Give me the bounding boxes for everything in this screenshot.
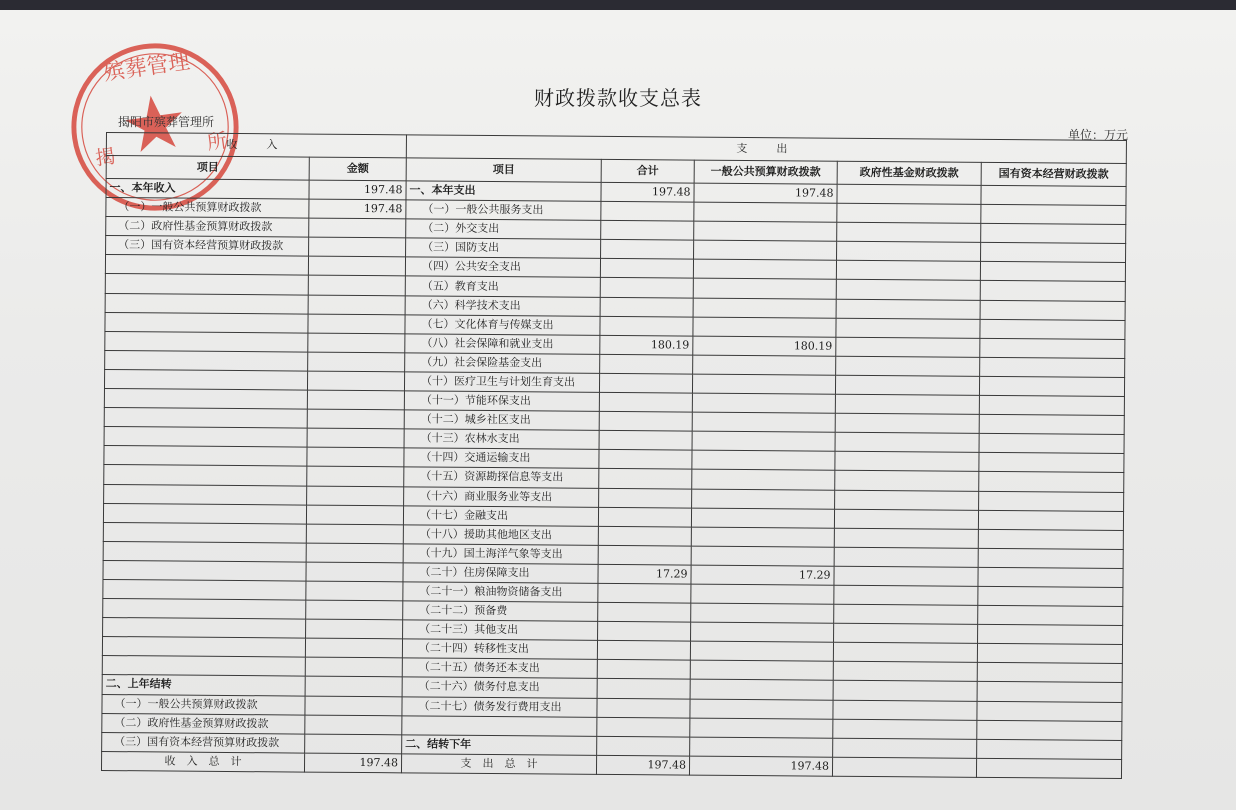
expense-item: （十五）资源勘探信息等支出 [404,467,599,488]
expense-state-capital [978,510,1123,530]
income-item: （三）国有资本经营预算财政拨款 [106,236,309,257]
income-item [105,350,308,371]
col-header-state-capital: 国有资本经营财政拨款 [981,162,1126,186]
expense-fund-budget [835,490,979,510]
expense-state-capital [978,567,1123,587]
expense-state-capital [978,548,1123,568]
income-item [105,274,308,295]
income-item [104,389,307,410]
expense-general-budget [691,527,834,547]
expense-fund-budget [836,299,980,319]
expense-total [597,698,690,718]
expense-state-capital [981,224,1126,244]
expense-total [599,469,692,489]
expense-general-budget: 17.29 [691,565,834,585]
income-item: （二）政府性基金预算财政拨款 [106,217,309,238]
expense-fund-budget [834,509,978,529]
expense-item: （七）文化体育与传媒支出 [405,315,600,336]
expense-fund-budget [833,662,977,682]
expense-total [599,431,692,451]
expense-state-capital [980,357,1125,377]
expense-general-budget [690,660,833,680]
income-amount [307,371,404,391]
expense-state-capital [978,625,1123,645]
expense-general-budget: 180.19 [693,336,836,356]
income-amount [306,600,403,620]
expense-state-capital [980,319,1125,339]
expense-state-capital [979,453,1124,473]
expense-fund-budget [833,681,977,701]
expense-general-total-value: 197.48 [689,756,832,776]
income-amount [305,677,402,697]
expense-general-budget [690,680,833,700]
income-item [105,255,308,276]
expense-general-budget [691,622,834,642]
expense-group-header: 支 出 [406,135,1126,164]
income-amount [307,486,404,506]
expense-state-capital [980,338,1125,358]
expense-total [598,545,691,565]
income-amount: 197.48 [309,180,406,200]
income-item [104,408,307,429]
expense-general-budget [692,431,835,451]
expense-state-capital [977,663,1122,683]
expense-item: （二十二）预备费 [403,601,598,622]
expense-item: （九）社会保险基金支出 [405,353,600,374]
expense-state-capital [977,701,1122,721]
income-item [104,465,307,486]
expense-item: （二十）住房保障支出 [403,563,598,584]
expense-item: （十六）商业服务业等支出 [404,486,599,507]
expense-general-budget [692,412,835,432]
expense-fund-budget [835,471,979,491]
income-amount [307,390,404,410]
expense-item: （二十五）债务还本支出 [402,658,597,679]
expense-state-capital [978,605,1123,625]
income-item [103,618,306,639]
expense-total [598,602,691,622]
expense-state-capital [977,739,1122,759]
expense-item: （十一）节能环保支出 [404,391,599,412]
expense-total [599,488,692,508]
expense-fund-budget [835,413,979,433]
income-item: （一）一般公共预算财政拨款 [106,198,309,219]
expense-fund-budget [836,280,980,300]
expense-fund-budget [837,242,981,262]
income-group-header: 收 入 [106,133,406,158]
expense-state-capital [981,243,1126,263]
expense-item: （十七）金融支出 [403,505,598,526]
expense-general-budget [693,259,836,279]
income-amount [305,696,402,716]
expense-general-budget [692,470,835,490]
income-amount [307,466,404,486]
income-amount [306,562,403,582]
expense-state-capital [980,300,1125,320]
expense-total-value: 197.48 [596,755,689,775]
expense-fund-budget [834,604,978,624]
svg-text:揭: 揭 [93,144,117,171]
expense-fund-budget [835,394,979,414]
income-amount [306,619,403,639]
expense-total [600,297,693,317]
income-amount [308,295,405,315]
expense-total: 197.48 [601,182,694,202]
income-amount [308,333,405,353]
expense-fund-budget [834,623,978,643]
income-amount [309,237,406,257]
expense-state-capital [981,204,1126,224]
expense-item: （三）国防支出 [406,238,601,259]
expense-general-budget [693,279,836,299]
expense-item: （二）外交支出 [406,219,601,240]
expense-fund-budget [836,261,980,281]
income-item [103,541,306,562]
income-item: 二、上年结转 [102,675,305,696]
organization-name: 揭阳市殡葬管理所 [118,115,215,129]
income-item [102,656,305,677]
expense-state-capital [977,720,1122,740]
expense-fund-budget [833,738,977,758]
expense-total [599,392,692,412]
expense-total [600,259,693,279]
expense-state-capital [980,281,1125,301]
expense-total: 17.29 [598,564,691,584]
expense-general-budget: 197.48 [694,183,837,203]
expense-fund-budget [836,337,980,357]
expense-item: （十八）援助其他地区支出 [403,525,598,546]
expense-general-budget [691,546,834,566]
expense-state-capital [977,682,1122,702]
expense-fund-budget [835,452,979,472]
expense-total [601,201,694,221]
expense-total [597,679,690,699]
expense-total [598,507,691,527]
expense-item: （十三）农林水支出 [404,429,599,450]
expense-fund-budget [836,318,980,338]
income-item [104,369,307,390]
expense-total [600,354,693,374]
income-item [104,446,307,467]
expense-total [597,717,690,737]
expense-item: （二十七）债务发行费用支出 [402,696,597,717]
expense-state-capital [981,185,1126,205]
expense-general-budget [692,450,835,470]
income-amount [308,256,405,276]
col-header-total: 合计 [601,159,694,183]
expense-fund-budget [837,222,981,242]
col-header-general-budget: 一般公共预算财政拨款 [694,160,837,184]
expense-state-capital [979,491,1124,511]
income-item [103,560,306,581]
expense-total [597,641,690,661]
expense-fund-budget [834,547,978,567]
expense-state-capital [978,586,1123,606]
expense-general-budget [693,317,836,337]
expense-item: （二十六）债务付息支出 [402,677,597,698]
expense-total [601,240,694,260]
document-title: 财政拨款收支总表 [534,86,702,110]
expense-item [402,715,597,736]
expense-fund-budget [835,432,979,452]
income-item [105,293,308,314]
svg-text:殡葬管理: 殡葬管理 [101,49,192,87]
expense-total [599,373,692,393]
expense-general-budget [690,641,833,661]
expense-fund-budget [837,203,981,223]
fiscal-summary-table [101,132,1127,779]
income-amount [307,409,404,429]
expense-item: （十四）交通运输支出 [404,448,599,469]
expense-item: （二十一）粮油物资储备支出 [403,582,598,603]
expense-fund-budget [833,642,977,662]
expense-fund-budget [836,356,980,376]
income-item [103,599,306,620]
expense-general-budget [693,298,836,318]
expense-fund-budget [834,585,978,605]
expense-fund-budget [834,566,978,586]
expense-total [597,660,690,680]
expense-state-capital [979,472,1124,492]
income-amount [306,524,403,544]
income-item [105,331,308,352]
expense-general-budget [694,202,837,222]
income-item [104,484,307,505]
expense-general-budget [690,699,833,719]
expense-general-budget [690,718,833,738]
col-header-income-item: 项目 [106,156,309,181]
income-amount [305,715,402,735]
document-page [0,10,1236,810]
income-amount [305,657,402,677]
svg-text:所: 所 [205,128,229,155]
income-total-label: 收 入 总 计 [101,751,304,772]
expense-state-capital [977,644,1122,664]
income-amount [306,543,403,563]
expense-item: （一）一般公共服务支出 [406,200,601,221]
expense-state-capital [979,395,1124,415]
expense-general-budget [694,240,837,260]
expense-general-budget [693,355,836,375]
expense-fund-budget [833,700,977,720]
income-item: （二）政府性基金预算财政拨款 [102,713,305,734]
expense-fund-budget [834,528,978,548]
income-amount [308,352,405,372]
expense-state-total-value [976,758,1121,778]
expense-item: （五）教育支出 [405,276,600,297]
expense-total [597,736,690,756]
income-amount [307,447,404,467]
expense-total [598,583,691,603]
expense-state-capital [979,414,1124,434]
expense-general-budget [691,584,834,604]
expense-general-budget [692,489,835,509]
expense-general-budget [691,508,834,528]
expense-state-capital [979,376,1124,396]
income-amount [308,314,405,334]
expense-item: （八）社会保障和就业支出 [405,334,600,355]
expense-total [601,221,694,241]
expense-state-capital [978,529,1123,549]
expense-item: 一、本年支出 [406,181,601,202]
expense-item: （十二）城乡社区支出 [404,410,599,431]
income-item: 一、本年收入 [106,179,309,200]
income-amount [306,505,403,525]
expense-state-capital [979,434,1124,454]
income-total-value: 197.48 [304,753,401,773]
expense-fund-budget [833,719,977,739]
expense-total [600,316,693,336]
expense-total [600,278,693,298]
income-amount: 197.48 [309,199,406,219]
expense-general-budget [691,603,834,623]
income-amount [305,734,402,754]
income-item [102,637,305,658]
expense-general-budget [692,374,835,394]
expense-item: 二、结转下年 [402,735,597,756]
income-item [104,427,307,448]
expense-item: （十）医疗卫生与计划生育支出 [404,372,599,393]
expense-item: （十九）国土海洋气象等支出 [403,544,598,565]
income-amount [305,638,402,658]
income-item [103,522,306,543]
income-amount [306,581,403,601]
expense-total [599,412,692,432]
expense-general-budget [690,737,833,757]
col-header-expense-item: 项目 [406,158,601,183]
expense-state-capital [980,262,1125,282]
expense-item: （二十三）其他支出 [403,620,598,641]
col-header-fund-budget: 政府性基金财政拨款 [837,161,981,185]
expense-total [599,450,692,470]
income-amount [308,276,405,296]
expense-fund-budget [835,375,979,395]
expense-fund-budget [837,184,981,204]
expense-general-budget [694,221,837,241]
income-amount [307,428,404,448]
expense-total: 180.19 [600,335,693,355]
income-item: （三）国有资本经营预算财政拨款 [102,732,305,753]
expense-item: （二十四）转移性支出 [402,639,597,660]
expense-total [598,622,691,642]
col-header-amount: 金额 [309,157,406,181]
expense-total-label: 支 出 总 计 [401,754,596,775]
expense-item: （四）公共安全支出 [405,257,600,278]
unit-label: 单位：万元 [1068,128,1129,142]
income-item: （一）一般公共预算财政拨款 [102,694,305,715]
expense-fund-total-value [832,757,976,777]
expense-general-budget [692,393,835,413]
income-item [103,503,306,524]
expense-total [598,526,691,546]
income-amount [309,218,406,238]
expense-item: （六）科学技术支出 [405,295,600,316]
income-item [105,312,308,333]
income-item [103,579,306,600]
